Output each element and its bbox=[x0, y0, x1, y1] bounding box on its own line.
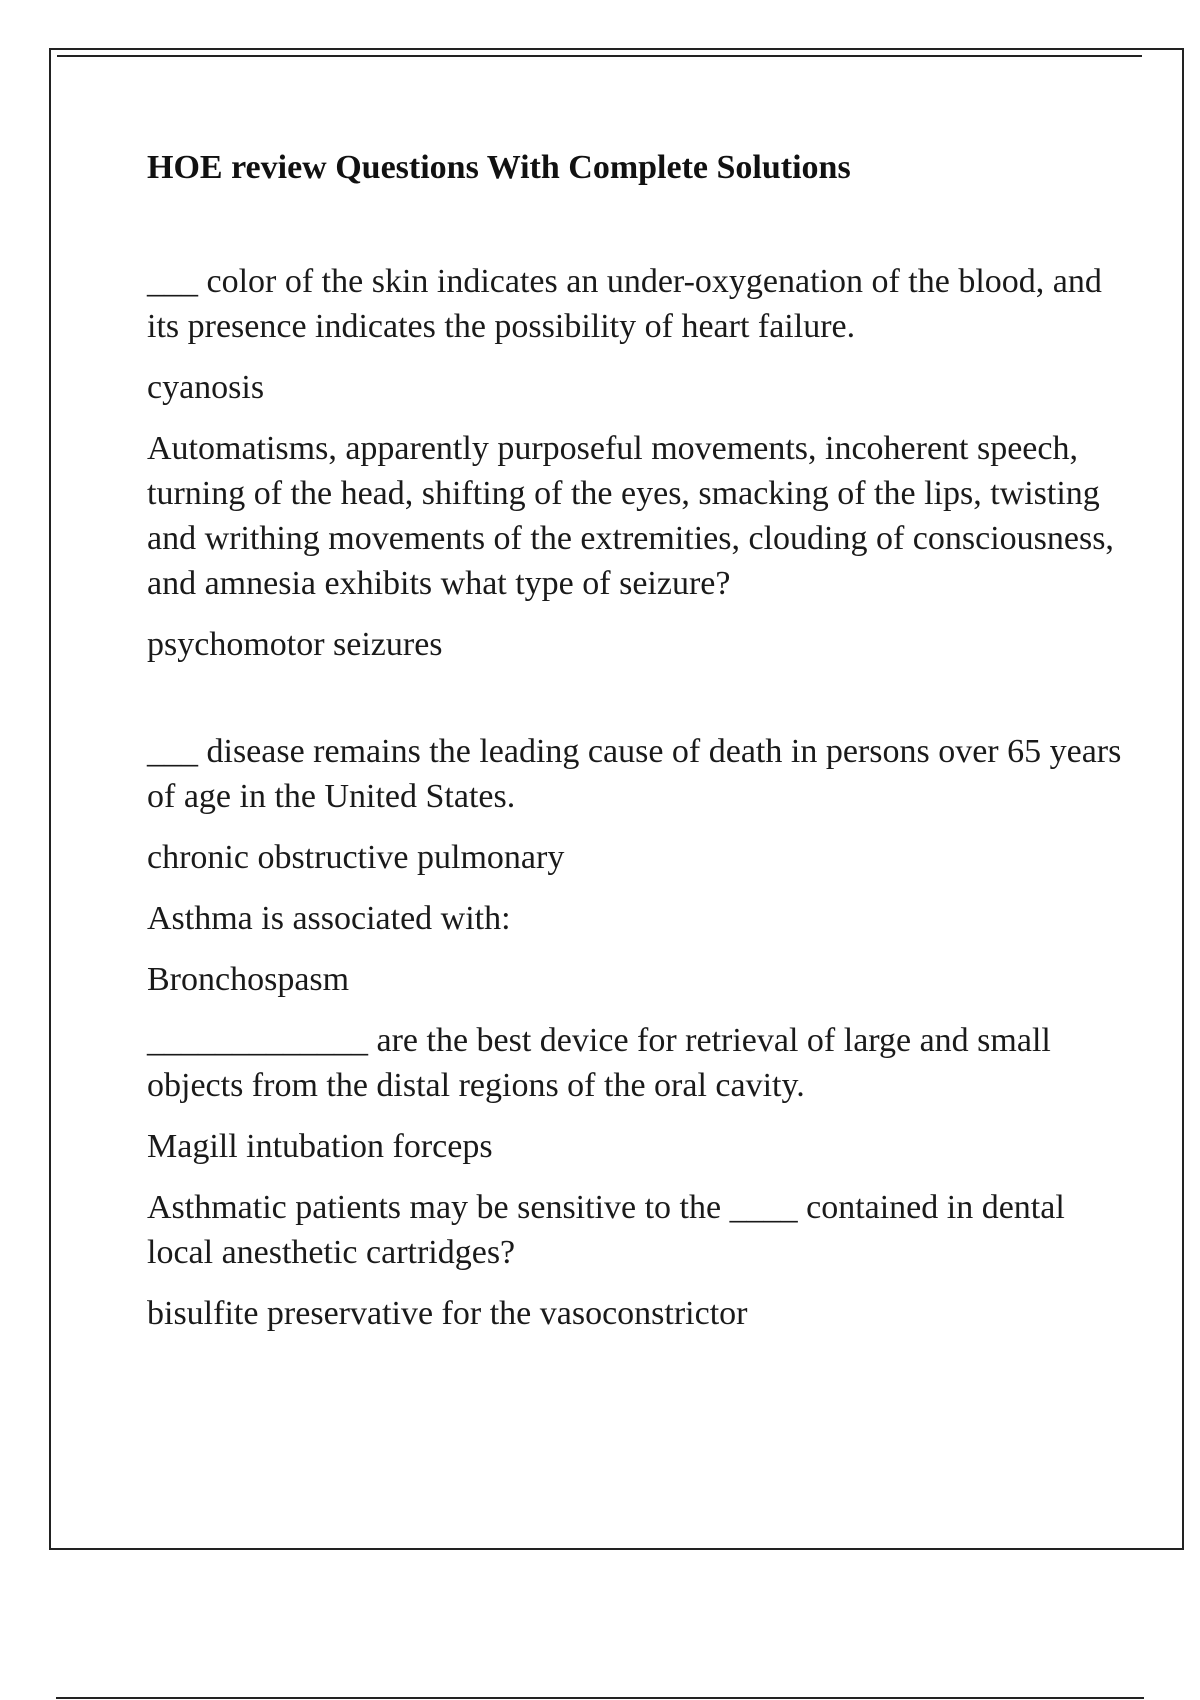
answer-text: Magill intubation forceps bbox=[147, 1128, 493, 1165]
question-text: Asthma is associated with: bbox=[147, 900, 511, 937]
question-text: ___ disease remains the leading cause of death in persons over 65 years of age in the United States. bbox=[147, 733, 1122, 815]
answer-text: Bronchospasm bbox=[147, 961, 350, 998]
top-rule bbox=[57, 55, 1142, 57]
answer-text: cyanosis bbox=[147, 369, 265, 406]
question-text: _____________ are the best device for retrieval of large and small objects from the distal regions of the oral cavity. bbox=[147, 1022, 1051, 1104]
answer-text: bisulfite preservative for the vasoconstrictor bbox=[147, 1295, 748, 1332]
bottom-rule bbox=[56, 1697, 1144, 1699]
question-text: Automatisms, apparently purposeful movements, incoherent speech, turning of the head, shifting of the eyes, smacking of the lips, twisting and writhing movements of the extremities, clouding of consciousness, and amnesia exhibits what type of seizure? bbox=[147, 430, 1114, 602]
question-text: Asthmatic patients may be sensitive to the ____ contained in dental local anesthetic cartridges? bbox=[147, 1189, 1065, 1271]
page-frame bbox=[49, 48, 1184, 1550]
page-title: HOE review Questions With Complete Solutions bbox=[147, 149, 851, 186]
question-text: ___ color of the skin indicates an under-oxygenation of the blood, and its presence indicates the possibility of heart failure. bbox=[147, 263, 1102, 345]
qa-list bbox=[147, 259, 1137, 1336]
document-content bbox=[147, 146, 1137, 1352]
answer-text: chronic obstructive pulmonary bbox=[147, 839, 565, 876]
answer-text: psychomotor seizures bbox=[147, 626, 443, 663]
